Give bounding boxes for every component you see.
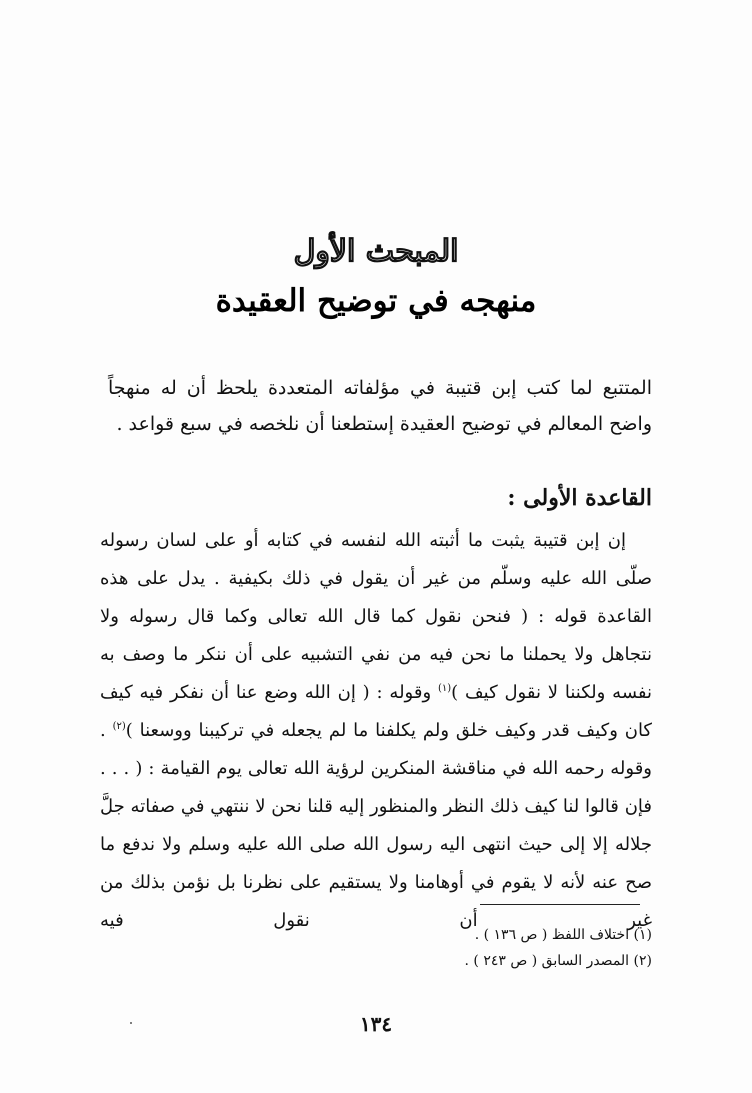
intro-paragraph: المتتبع لما كتب إبن قتيبة في مؤلفاته المتعددة يلحظ أن له منهجاً واضح المعالم في توضيح العقيدة إستطعنا أن نلخصه في سبع قواعد . bbox=[108, 377, 652, 435]
scan-speck bbox=[130, 1022, 132, 1024]
rule-heading: القاعدة الأولى : bbox=[507, 485, 652, 511]
rule-text-part-1: إن إبن قتيبة يثبت ما أثبته الله لنفسه في كتابه أو على لسان رسوله صلّى الله عليه وسلّم من غير أن يقول في ذلك بكيفية . يدل على هذه القاعدة قوله : ( فنحن نقول كما قال الله تعالى وكما قال رسوله ولا نتجاهل ولا يحملنا ما نحن فيه من نفي التشبيه على أن ننكر ما وصف به نفسه ولكننا لا نقول كيف ) bbox=[100, 530, 653, 703]
section-label: المبحث الأول bbox=[293, 234, 459, 269]
rule-text-part-3: . وقوله رحمه الله في مناقشة المنكرين لرؤية الله تعالى يوم القيامة : ( . . . فإن قالوا لنا كيف ذلك النظر والمنظور إليه قلنا نحن لا ننتهي في صفاته جلَّ جلاله إلا إلى حيث انتهى اليه رسول الله صلى الله عليه وسلم ولا ندفع ما صح عنه لأنه لا يقوم في أوهامنا ولا يستقيم على نظرنا بل نؤمن بذلك من غير أن نقول فيه bbox=[100, 720, 652, 931]
section-title: منهجه في توضيح العقيدة bbox=[215, 283, 537, 319]
rule-paragraph bbox=[100, 522, 652, 940]
footnote-ref-2: (٢) bbox=[112, 721, 126, 732]
rule-body bbox=[100, 522, 652, 940]
footnote-1: (١) اختلاف اللفظ ( ص ١٣٦ ) . bbox=[474, 927, 652, 943]
footnote-ref-1: (١) bbox=[437, 683, 452, 694]
rule-text-part-2: وقوله : ( إن الله وضع عنا أن نفكر فيه كيف كان وكيف قدر وكيف خلق ولم يكلفنا ما لم يجعله في تركيبنا ووسعنا ) bbox=[100, 682, 652, 741]
footnote-2: (٢) المصدر السابق ( ص ٢٤٣ ) . bbox=[464, 953, 652, 969]
footnotes bbox=[252, 922, 652, 974]
footnote-divider bbox=[480, 904, 640, 905]
page-number: ١٣٤ bbox=[359, 1012, 393, 1036]
